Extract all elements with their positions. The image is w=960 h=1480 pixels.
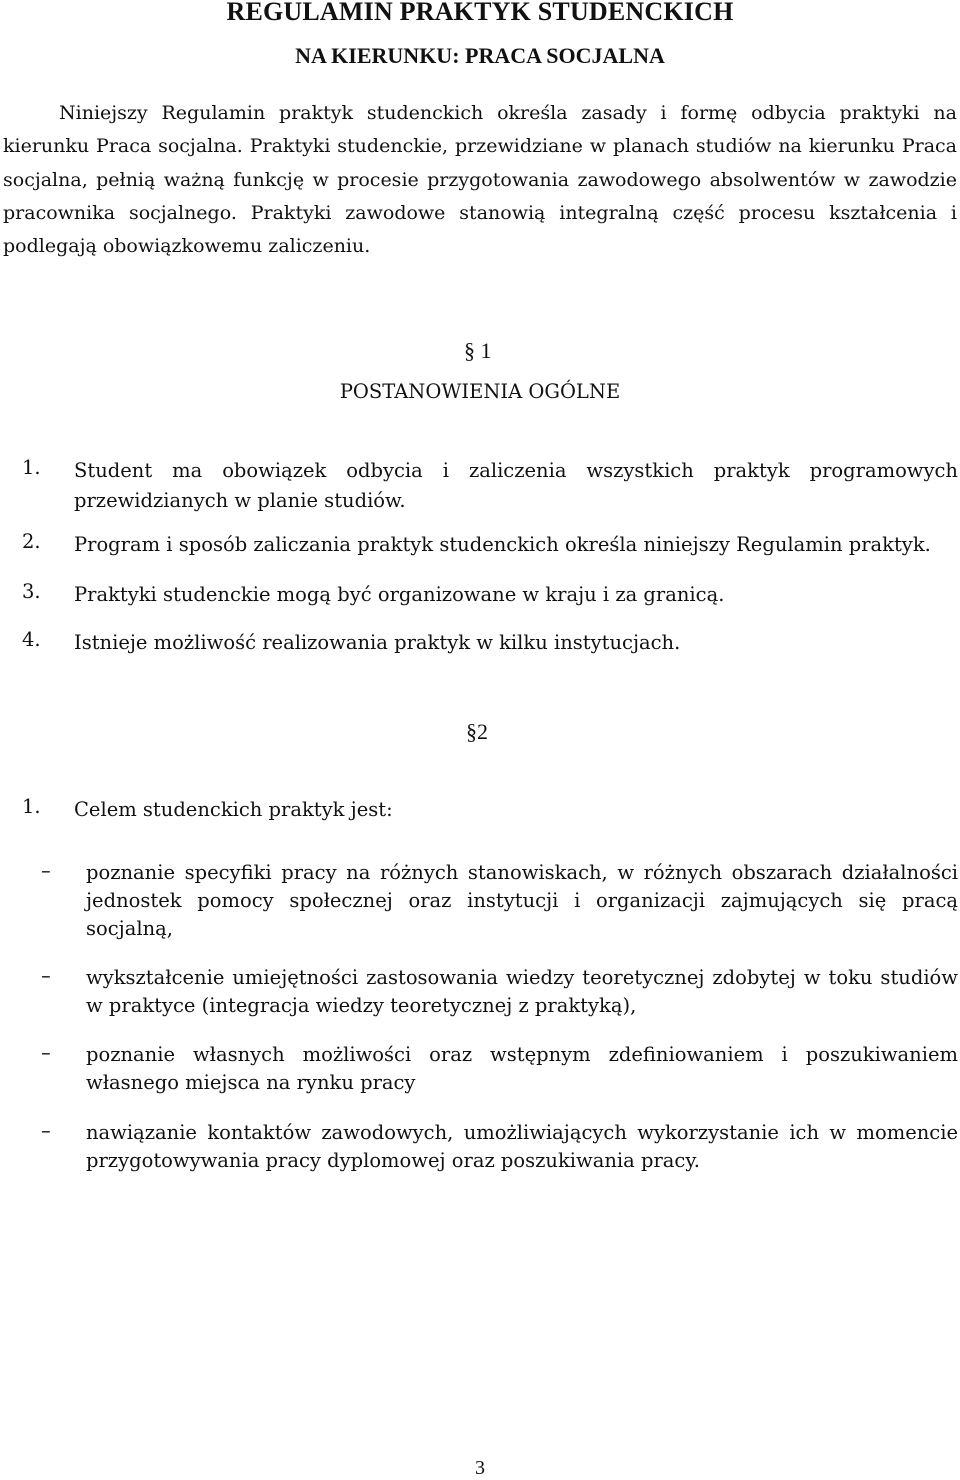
goal-text: wykształcenie umiejętności zastosowania wiedzy teoretycznej zdobytej w toku studiów w praktyce (integracja wiedzy teoretycznej z praktyką), — [86, 966, 958, 1017]
document-subtitle: NA KIERUNKU: PRACA SOCJALNA — [295, 43, 665, 68]
dash-bullet: – — [41, 1119, 51, 1142]
list-item-number: 4. — [22, 628, 41, 651]
section-1-sign: § 1 — [464, 338, 492, 363]
list-item-text: Praktyki studenckie mogą być organizowane w kraju i za granicą. — [74, 583, 725, 606]
section-2-sign: §2 — [466, 719, 488, 744]
list-item-number: 1. — [22, 456, 41, 479]
intro-paragraph: Niniejszy Regulamin praktyk studenckich określa zasady i formę odbycia praktyki na kierunku Praca socjalna. Praktyki studenckie, przewidziane w planach studiów na kierunku Praca socjalna, pełnią ważną funkcję w procesie przygotowania zawodowego absolwentów w zawodzie pracownika socjalnego. Praktyki zawodowe stanowią integralną część procesu kształcenia i podlegają obowiązkowemu zaliczeniu. — [3, 102, 957, 258]
section-1-heading: POSTANOWIENIA OGÓLNE — [339, 380, 621, 403]
list-item-number: 2. — [22, 530, 41, 553]
dash-bullet: – — [41, 859, 51, 882]
list-item-text: Program i sposób zaliczania praktyk studenckich określa niniejszy Regulamin praktyk. — [74, 533, 931, 556]
goal-text: poznanie specyfiki pracy na różnych stanowiskach, w różnych obszarach działalności jednostek pomocy społecznej oraz instytucji i organizacji zajmujących się pracą socjalną, — [86, 861, 958, 940]
list-item-text: Student ma obowiązek odbycia i zaliczenia wszystkich praktyk programowych przewidzianych w planie studiów. — [74, 459, 958, 512]
document-title: REGULAMIN PRAKTYK STUDENCKICH — [226, 0, 734, 26]
list-item-number: 1. — [22, 795, 41, 818]
list-item-text: Celem studenckich praktyk jest: — [74, 798, 393, 821]
dash-bullet: – — [41, 1041, 51, 1064]
list-item-number: 3. — [22, 580, 41, 603]
list-item-text: Istnieje możliwość realizowania praktyk w kilku instytucjach. — [74, 631, 681, 654]
goal-text: poznanie własnych możliwości oraz wstępnym zdefiniowaniem i poszukiwaniem własnego miejsca na rynku pracy — [86, 1043, 958, 1094]
page-number: 3 — [475, 1457, 485, 1479]
dash-bullet: – — [41, 964, 51, 987]
goal-text: nawiązanie kontaktów zawodowych, umożliwiających wykorzystanie ich w momencie przygotowywania pracy dyplomowej oraz poszukiwania pracy. — [86, 1121, 958, 1172]
